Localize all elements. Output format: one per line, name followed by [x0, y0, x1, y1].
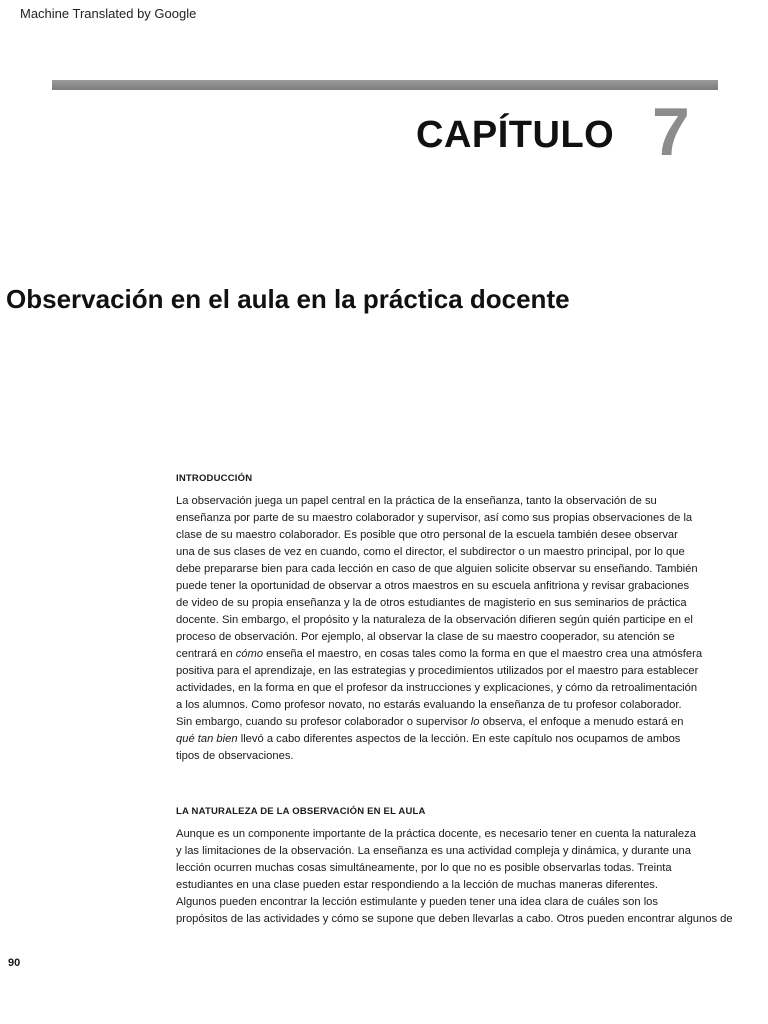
- body-text-line: [176, 680, 756, 697]
- body-text-line: [176, 544, 756, 561]
- body-text-line: [176, 843, 756, 860]
- text-run: y las limitaciones de la observación. La enseñanza es una actividad compleja y dinámica, y durante una: [176, 845, 691, 857]
- section-nature-of-observation: [176, 806, 756, 928]
- section-introduction: [176, 473, 756, 765]
- body-text-line: [176, 731, 756, 748]
- body-text-line: [176, 646, 756, 663]
- body-text-line: [176, 578, 756, 595]
- text-run: enseñanza por parte de su maestro colaborador y supervisor, así como sus propias observaciones de la: [176, 512, 693, 524]
- text-run: lección ocurren muchas cosas simultáneamente, por lo que no es posible observarlas todas. Treinta: [176, 862, 672, 874]
- section-heading: INTRODUCCIÓN: [176, 473, 253, 484]
- text-run: de video de su propia enseñanza y la de otros estudiantes de magisterio en sus seminarios de práctica: [176, 597, 687, 609]
- text-run: proceso de observación. Por ejemplo, al observar la clase de su maestro cooperador, su atención se: [176, 631, 675, 643]
- chapter-number: 7: [652, 94, 690, 170]
- text-run: una de sus clases de vez en cuando, como el director, el subdirector o un maestro principal, por lo que: [176, 546, 685, 558]
- body-text-line: [176, 826, 756, 843]
- body-text-line: [176, 663, 756, 680]
- text-run: centrará en: [176, 648, 236, 660]
- text-run: clase de su maestro colaborador. Es posible que otro personal de la escuela también desee observar: [176, 529, 678, 541]
- body-text-line: [176, 527, 756, 544]
- text-run: enseña el maestro, en cosas tales como la forma en que el maestro crea una atmósfera: [263, 648, 703, 660]
- text-run: La observación juega un papel central en la práctica de la enseñanza, tanto la observación de su: [176, 495, 657, 507]
- body-text-line: [176, 894, 756, 911]
- section-heading: LA NATURALEZA DE LA OBSERVACIÓN EN EL AULA: [176, 806, 426, 817]
- body-text-line: [176, 877, 756, 894]
- italic-text: cómo: [235, 648, 264, 660]
- translation-banner: Machine Translated by Google: [20, 6, 197, 21]
- body-text-line: [176, 748, 756, 765]
- body-text-line: [176, 911, 756, 928]
- body-text-line: [176, 510, 756, 527]
- italic-text: lo: [470, 716, 480, 728]
- text-run: a los alumnos. Como profesor novato, no estarás evaluando la enseñanza de tu profesor colaborador.: [176, 699, 682, 711]
- text-run: llevó a cabo diferentes aspectos de la lección. En este capítulo nos ocupamos de ambos: [237, 733, 681, 745]
- text-run: Algunos pueden encontrar la lección estimulante y pueden tener una idea clara de cuáles son los: [176, 896, 659, 908]
- body-text-line: [176, 697, 756, 714]
- italic-text: qué tan bien: [176, 733, 238, 745]
- chapter-label: CAPÍTULO: [416, 114, 615, 156]
- section-body: [176, 493, 756, 765]
- text-run: Aunque es un componente importante de la práctica docente, es necesario tener en cuenta la naturaleza: [176, 828, 696, 840]
- text-run: tipos de observaciones.: [176, 750, 294, 762]
- text-run: positiva para el aprendizaje, en las estrategias y procedimientos utilizados por el maestro para establecer: [176, 665, 699, 677]
- page-title: Observación en el aula en la práctica docente: [6, 284, 570, 314]
- text-run: estudiantes en una clase pueden estar respondiendo a la lección de muchas maneras diferentes.: [176, 879, 658, 891]
- body-text-line: [176, 561, 756, 578]
- text-run: puede tener la oportunidad de observar a otros maestros en su escuela anfitriona y revisar grabaciones: [176, 580, 690, 592]
- body-text-line: [176, 860, 756, 877]
- chapter-header-rule: [52, 80, 718, 90]
- text-run: propósitos de las actividades y cómo se supone que deben llevarlas a cabo. Otros pueden encontrar algunos de: [176, 913, 733, 925]
- text-run: observa, el enfoque a menudo estará en: [479, 716, 684, 728]
- body-text-line: [176, 595, 756, 612]
- body-text-line: [176, 612, 756, 629]
- body-text-line: [176, 714, 756, 731]
- text-run: debe prepararse bien para cada lección en caso de que alguien solicite observar su enseñando. También: [176, 563, 698, 575]
- body-text-line: [176, 629, 756, 646]
- section-body: [176, 826, 756, 928]
- body-text-line: [176, 493, 756, 510]
- page-number: 90: [8, 957, 21, 969]
- text-run: Sin embargo, cuando su profesor colaborador o supervisor: [176, 716, 471, 728]
- text-run: docente. Sin embargo, el propósito y la naturaleza de la observación difieren según quién participe en el: [176, 614, 693, 626]
- text-run: actividades, en la forma en que el profesor da instrucciones y explicaciones, y cómo da retroalimentación: [176, 682, 698, 694]
